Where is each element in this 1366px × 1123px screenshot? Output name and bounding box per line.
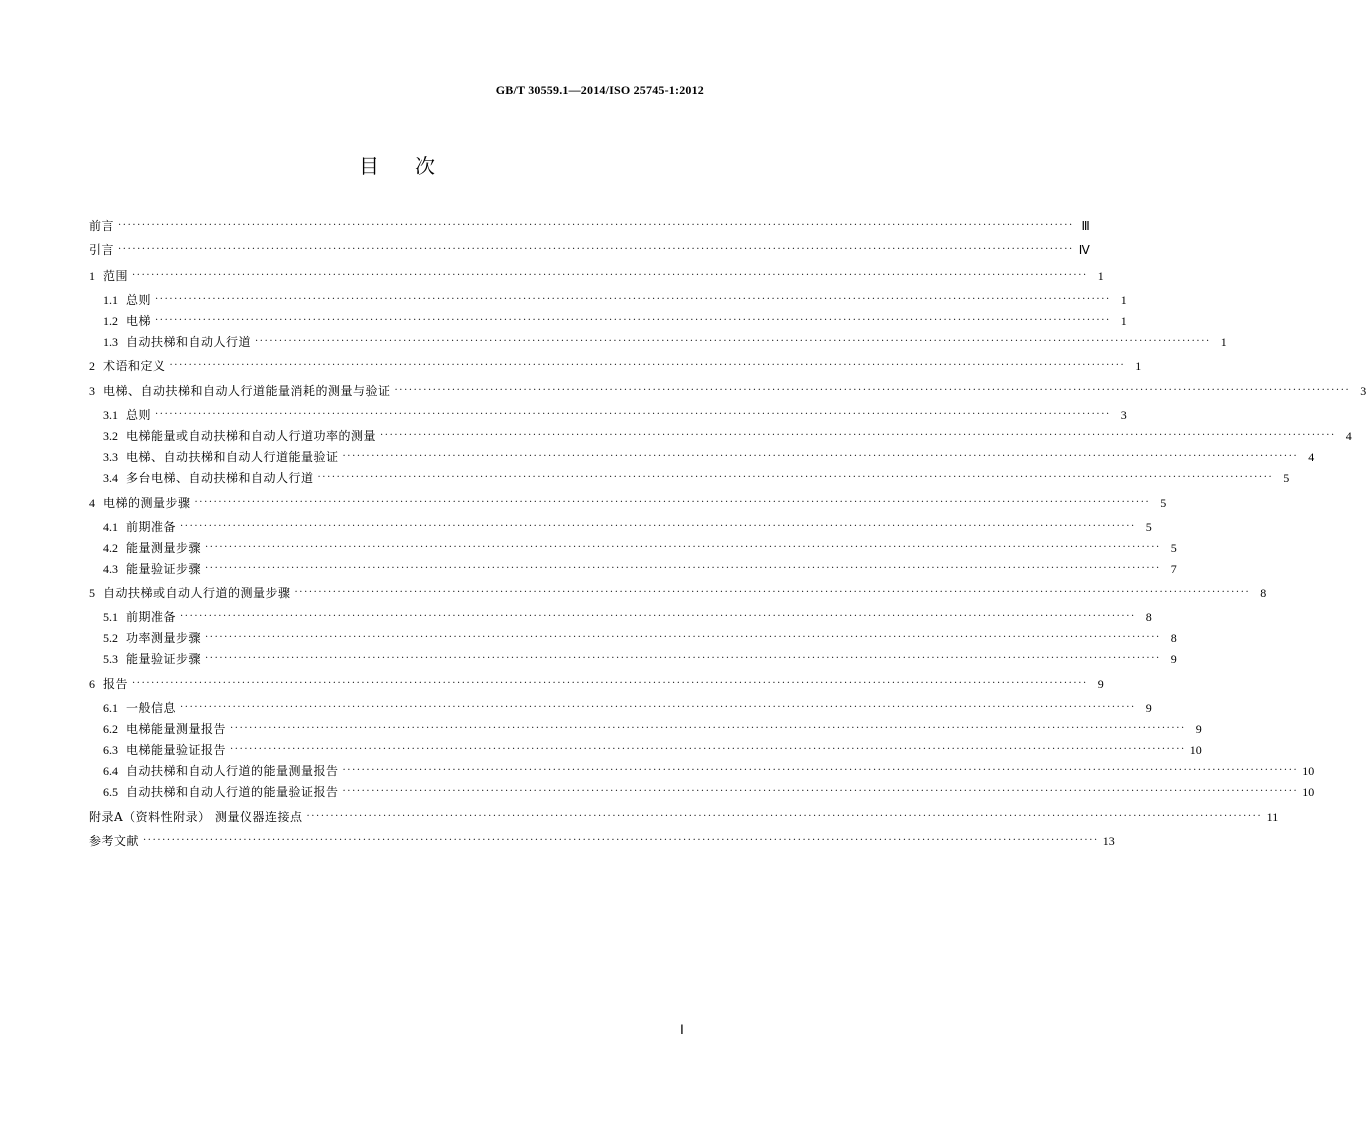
toc-entry-number: 6.4 [103,764,118,778]
toc-entry-label: 电梯、自动扶梯和自动人行道能量验证 [126,450,339,464]
toc-entry[interactable] [103,538,1177,558]
dot-leader: ········································································································································································································ [180,702,1136,713]
toc-entry-label: 多台电梯、自动扶梯和自动人行道 [126,471,314,485]
toc-entry-number: 6.1 [103,701,118,715]
dot-leader: ········································································································································································································ [342,786,1299,797]
dot-leader: ········································································································································································································ [205,632,1161,643]
toc-entry-page: 8 [1145,610,1152,624]
dot-leader: ········································································································································································································ [294,587,1251,598]
toc-entry[interactable] [103,468,1290,488]
toc-entry-label: 前期准备 [126,610,177,624]
standard-code: GB/T 30559.1—2014/ISO 25745-1:2012 [495,83,704,97]
toc-entry-page: 5 [1145,520,1152,534]
toc-entry-page: 8 [1260,586,1267,600]
toc-entry-page: 9 [1195,722,1202,736]
toc-entry-page: 13 [1102,834,1115,848]
toc-entry-label: 引言 [89,243,115,257]
toc-entry-number: 4.1 [103,520,118,534]
toc-entry[interactable] [103,332,1227,352]
dot-leader: ········································································································································································································ [194,497,1151,508]
dot-leader: ········································································································································································································ [380,430,1336,441]
toc-entry-label: 前期准备 [126,520,177,534]
toc-entry-label: 电梯 [126,314,152,328]
dot-leader: ········································································································································································································ [180,611,1136,622]
dot-leader: ········································································································································································································ [230,723,1186,734]
toc-entry-page: 1 [1120,314,1127,328]
dot-leader: ········································································································································································································ [205,563,1161,574]
dot-leader: ········································································································································································································ [169,360,1126,371]
toc-entry[interactable] [103,698,1152,718]
toc-entry-label: 附录A（资料性附录） 测量仪器连接点 [89,810,303,824]
toc-entry-page: 8 [1170,631,1177,645]
dot-leader: ········································································································································································································ [342,451,1299,462]
toc-entry[interactable] [103,405,1127,425]
toc-entry-number: 5 [89,586,95,600]
toc-entry-number: 6.3 [103,743,118,757]
toc-entry-page: 9 [1097,677,1104,691]
toc-entry[interactable] [103,740,1202,760]
toc-entry-number: 3.1 [103,408,118,422]
toc-entry[interactable] [89,356,1142,376]
toc-entry-label: 自动扶梯和自动人行道的能量验证报告 [126,785,339,799]
toc-entry-label: 电梯的测量步骤 [103,496,191,510]
toc-entry[interactable] [103,311,1127,331]
dot-leader: ········································································································································································································ [155,315,1111,326]
dot-leader: ········································································································································································································ [118,244,1074,255]
toc-entry[interactable] [103,517,1152,537]
dot-leader: ········································································································································································································ [255,336,1211,347]
toc-entry-page: 5 [1170,541,1177,555]
toc-entry-number: 3.4 [103,471,118,485]
dot-leader: ········································································································································································································ [132,678,1088,689]
toc-entry-number: 1 [89,269,95,283]
toc-entry-page: 3 [1360,384,1366,398]
toc-entry[interactable] [103,761,1315,781]
toc-entry-number: 3.2 [103,429,118,443]
toc-entry-page: 10 [1189,743,1202,757]
toc-entry[interactable] [103,607,1152,627]
toc-entry-label: 一般信息 [126,701,177,715]
toc-entry-label: 能量验证步骤 [126,652,202,666]
toc-entry-page: 7 [1170,562,1177,576]
toc-entry-number: 5.3 [103,652,118,666]
toc-entry-label: 总则 [126,293,152,307]
toc-entry-label: 电梯能量测量报告 [126,722,227,736]
toc-entry-number: 5.2 [103,631,118,645]
toc-entry-number: 4 [89,496,95,510]
toc-entry-label: 电梯、自动扶梯和自动人行道能量消耗的测量与验证 [103,384,391,398]
toc-entry-label: 报告 [103,677,129,691]
toc-entry-label: 能量测量步骤 [126,541,202,555]
toc-entry-page: 4 [1308,450,1315,464]
toc-entry[interactable] [103,559,1177,579]
toc-entry[interactable] [89,240,1090,260]
dot-leader: ········································································································································································································ [317,472,1274,483]
toc-entry-label: 电梯能量或自动扶梯和自动人行道功率的测量 [126,429,377,443]
toc-entry[interactable] [89,583,1267,603]
toc-entry-page: 11 [1266,810,1279,824]
toc-entry-number: 1.3 [103,335,118,349]
toc-entry[interactable] [103,426,1352,446]
toc-entry-label: 总则 [126,408,152,422]
toc-entry[interactable] [89,266,1104,286]
toc-entry-page: 10 [1302,785,1315,799]
dot-leader: ········································································································································································································ [155,409,1111,420]
dot-leader: ········································································································································································································ [230,744,1186,755]
dot-leader: ········································································································································································································ [143,835,1099,846]
toc-entry-page: 3 [1120,408,1127,422]
toc-entry-number: 6.2 [103,722,118,736]
toc-entry[interactable] [103,719,1202,739]
toc-entry-page: 9 [1170,652,1177,666]
toc-entry[interactable] [89,381,1366,401]
toc-entry-label: 参考文献 [89,834,140,848]
toc-entry-page: 5 [1160,496,1167,510]
toc-entry-number: 6 [89,677,95,691]
toc-entry-page: 1 [1120,293,1127,307]
toc-entry-number: 1.1 [103,293,118,307]
toc-entry-page: 4 [1345,429,1352,443]
toc-entry[interactable] [89,807,1279,827]
toc-entry[interactable] [103,782,1315,802]
toc-entry-number: 1.2 [103,314,118,328]
dot-leader: ········································································································································································································ [342,765,1299,776]
toc-entry-label: 电梯能量验证报告 [126,743,227,757]
toc-entry-number: 4.3 [103,562,118,576]
toc-entry[interactable] [103,290,1127,310]
toc-entry[interactable] [89,216,1090,236]
toc-entry-label: 自动扶梯或自动人行道的测量步骤 [103,586,291,600]
page-title: 目次 [359,154,471,178]
dot-leader: ········································································································································································································ [205,542,1161,553]
dot-leader: ········································································································································································································ [155,294,1111,305]
toc-entry-label: 自动扶梯和自动人行道 [126,335,252,349]
toc-entry-label: 功率测量步骤 [126,631,202,645]
dot-leader: ········································································································································································································ [118,220,1074,231]
toc-entry-page: 9 [1145,701,1152,715]
toc-entry-number: 4.2 [103,541,118,555]
toc-entry-number: 5.1 [103,610,118,624]
toc-entry-label: 术语和定义 [103,359,166,373]
toc-entry-number: 6.5 [103,785,118,799]
toc-entry-page: Ⅲ [1081,219,1090,233]
toc-entry-page: 10 [1302,764,1315,778]
page-number: Ⅰ [680,1022,684,1037]
toc-entry-page: 1 [1135,359,1142,373]
toc-entry-label: 范围 [103,269,129,283]
dot-leader: ········································································································································································································ [306,811,1263,822]
toc-entry-page: 1 [1097,269,1104,283]
toc-entry[interactable] [89,831,1115,851]
dot-leader: ········································································································································································································ [180,521,1136,532]
toc-entry-number: 3 [89,384,95,398]
toc-entry-number: 3.3 [103,450,118,464]
dot-leader: ········································································································································································································ [394,385,1351,396]
toc-entry-page: 5 [1283,471,1290,485]
toc-entry-label: 自动扶梯和自动人行道的能量测量报告 [126,764,339,778]
toc-entry[interactable] [103,649,1177,669]
toc-entry-page: Ⅳ [1078,243,1090,257]
toc-entry-page: 1 [1220,335,1227,349]
toc-entry-label: 前言 [89,219,115,233]
toc-entry[interactable] [89,493,1167,513]
dot-leader: ········································································································································································································ [132,270,1088,281]
dot-leader: ········································································································································································································ [205,653,1161,664]
toc-entry[interactable] [103,628,1177,648]
toc-entry-label: 能量验证步骤 [126,562,202,576]
toc-entry[interactable] [103,447,1315,467]
toc-entry-number: 2 [89,359,95,373]
toc-entry[interactable] [89,674,1104,694]
